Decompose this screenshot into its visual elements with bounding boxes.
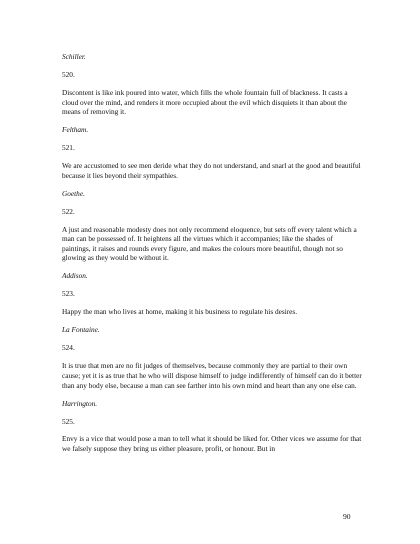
maxim-number: 524.	[62, 343, 75, 353]
maxim-number: 523.	[62, 289, 75, 299]
maxim-text: Envy is a vice that would pose a man to tell what it should be liked for. Other vices we assume for that we falsely suppose they bring us either pleasure, profit, or honour. But in	[62, 434, 362, 454]
author-attribution: Feltham.	[62, 125, 89, 135]
page-content	[62, 52, 362, 462]
maxim-number: 525.	[62, 416, 75, 426]
maxim-number: 522.	[62, 206, 75, 216]
maxim-text: A just and reasonable modesty does not only recommend eloquence, but sets off every talent which a man can be possessed of. It heightens all the virtues which it accompanies; like the shades of paintings, it raises and rounds every figure, and makes the colours more beautiful, though not so glowing as they would be without it.	[62, 224, 357, 263]
author-attribution: Addison.	[62, 271, 88, 281]
author-attribution: Schiller.	[62, 52, 86, 61]
maxim-text: Happy the man who lives at home, making it his business to regulate his desires.	[62, 307, 298, 317]
maxim-number: 520.	[62, 69, 75, 79]
page-number: 90	[343, 512, 351, 521]
author-attribution: La Fontaine.	[62, 325, 100, 335]
maxim-text: Discontent is like ink poured into water, which fills the whole fountain full of blackness. It casts a cloud over the mind, and renders it more occupied about the evil which disquiets it than about the means of removing it.	[62, 87, 348, 117]
maxim-text: It is true that men are no fit judges of themselves, because commonly they are partial to their own cause; yet it is as true that he who will dispose himself to judge indifferently of himself can do it better than any body else, because a man can see farther into his own mind and heart than any one else can.	[62, 361, 362, 390]
author-attribution: Harrington.	[62, 398, 98, 408]
author-attribution: Goethe.	[62, 188, 85, 198]
maxim-text: We are accustomed to see men deride what they do not understand, and snarl at the good and beautiful because it lies beyond their sympathies.	[62, 161, 361, 180]
maxim-number: 521.	[62, 143, 75, 153]
